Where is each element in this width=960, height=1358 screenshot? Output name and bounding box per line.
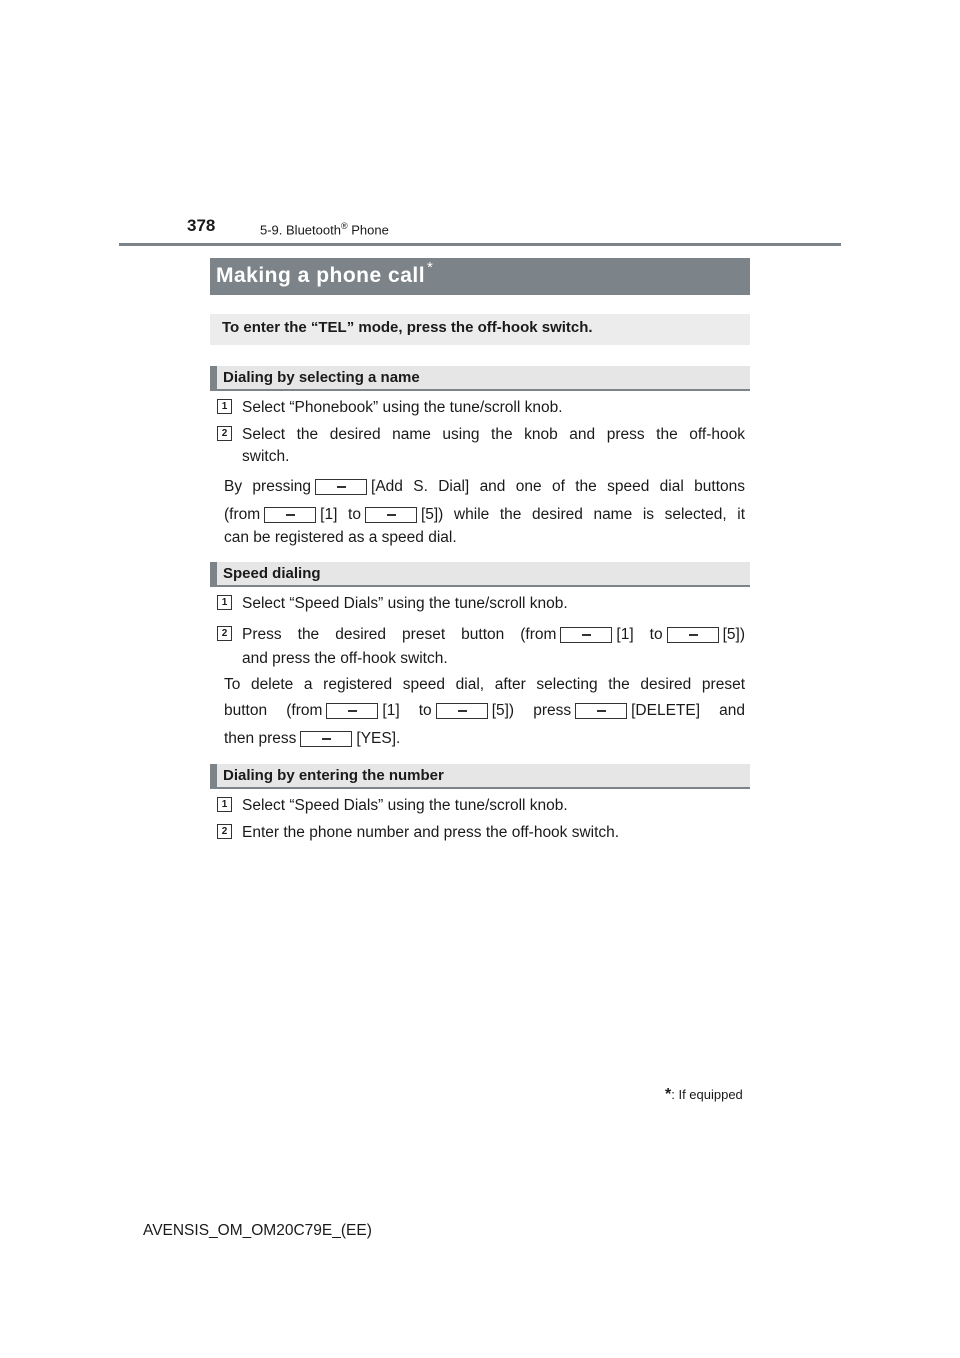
phone-button-icon <box>560 627 612 643</box>
step-text: Press the desired preset button (from [1] to [5]) <box>242 626 746 643</box>
phone-button-icon <box>300 731 352 747</box>
phone-button-icon <box>315 479 367 495</box>
step-number: 1 <box>217 797 232 812</box>
subheading-dial-number: Dialing by entering the number <box>210 764 750 789</box>
step-number: 2 <box>217 626 232 641</box>
phone-button-icon <box>326 703 378 719</box>
page-title: Making a phone call * <box>210 258 750 295</box>
document-code: AVENSIS_OM_OM20C79E_(EE) <box>143 1222 372 1239</box>
phone-button-icon <box>575 703 627 719</box>
step-number: 1 <box>217 595 232 610</box>
note-line: then press [YES]. <box>224 730 401 747</box>
header-rule <box>119 243 841 246</box>
step-text: Select “Phonebook” using the tune/scroll knob. <box>242 399 563 416</box>
note-line: can be registered as a speed dial. <box>224 529 457 546</box>
phone-button-icon <box>365 507 417 523</box>
note-line: To delete a registered speed dial, after selecting the desired preset <box>224 676 745 693</box>
asterisk-icon: * <box>665 1086 672 1103</box>
step-text: Enter the phone number and press the off-hook switch. <box>242 824 620 841</box>
note-line: By pressing [Add S. Dial] and one of the speed dial buttons <box>224 478 745 495</box>
step-text: Select the desired name using the knob and press the off-hook <box>242 426 745 443</box>
phone-button-icon <box>436 703 488 719</box>
subheading-dial-by-name: Dialing by selecting a name <box>210 366 750 391</box>
phone-button-icon <box>264 507 316 523</box>
phone-button-icon <box>667 627 719 643</box>
section-label: 5-9. Bluetooth® Phone <box>260 221 389 238</box>
step-number: 1 <box>217 399 232 414</box>
note-line: button (from [1] to [5]) press [DELETE] and <box>224 702 746 719</box>
page-number: 378 <box>187 216 216 235</box>
step-number: 2 <box>217 426 232 441</box>
step-text: Select “Speed Dials” using the tune/scroll knob. <box>242 797 568 814</box>
equipped-star: * <box>427 259 434 276</box>
intro-box: To enter the “TEL” mode, press the off-hook switch. <box>210 314 750 345</box>
note-line: (from [1] to [5]) while the desired name is selected, it <box>224 506 746 523</box>
subheading-speed-dialing: Speed dialing <box>210 562 750 587</box>
step-text: and press the off-hook switch. <box>242 650 448 667</box>
step-number: 2 <box>217 824 232 839</box>
footnote: *: If equipped <box>665 1086 743 1103</box>
step-text: switch. <box>242 448 290 465</box>
step-text: Select “Speed Dials” using the tune/scroll knob. <box>242 595 568 612</box>
